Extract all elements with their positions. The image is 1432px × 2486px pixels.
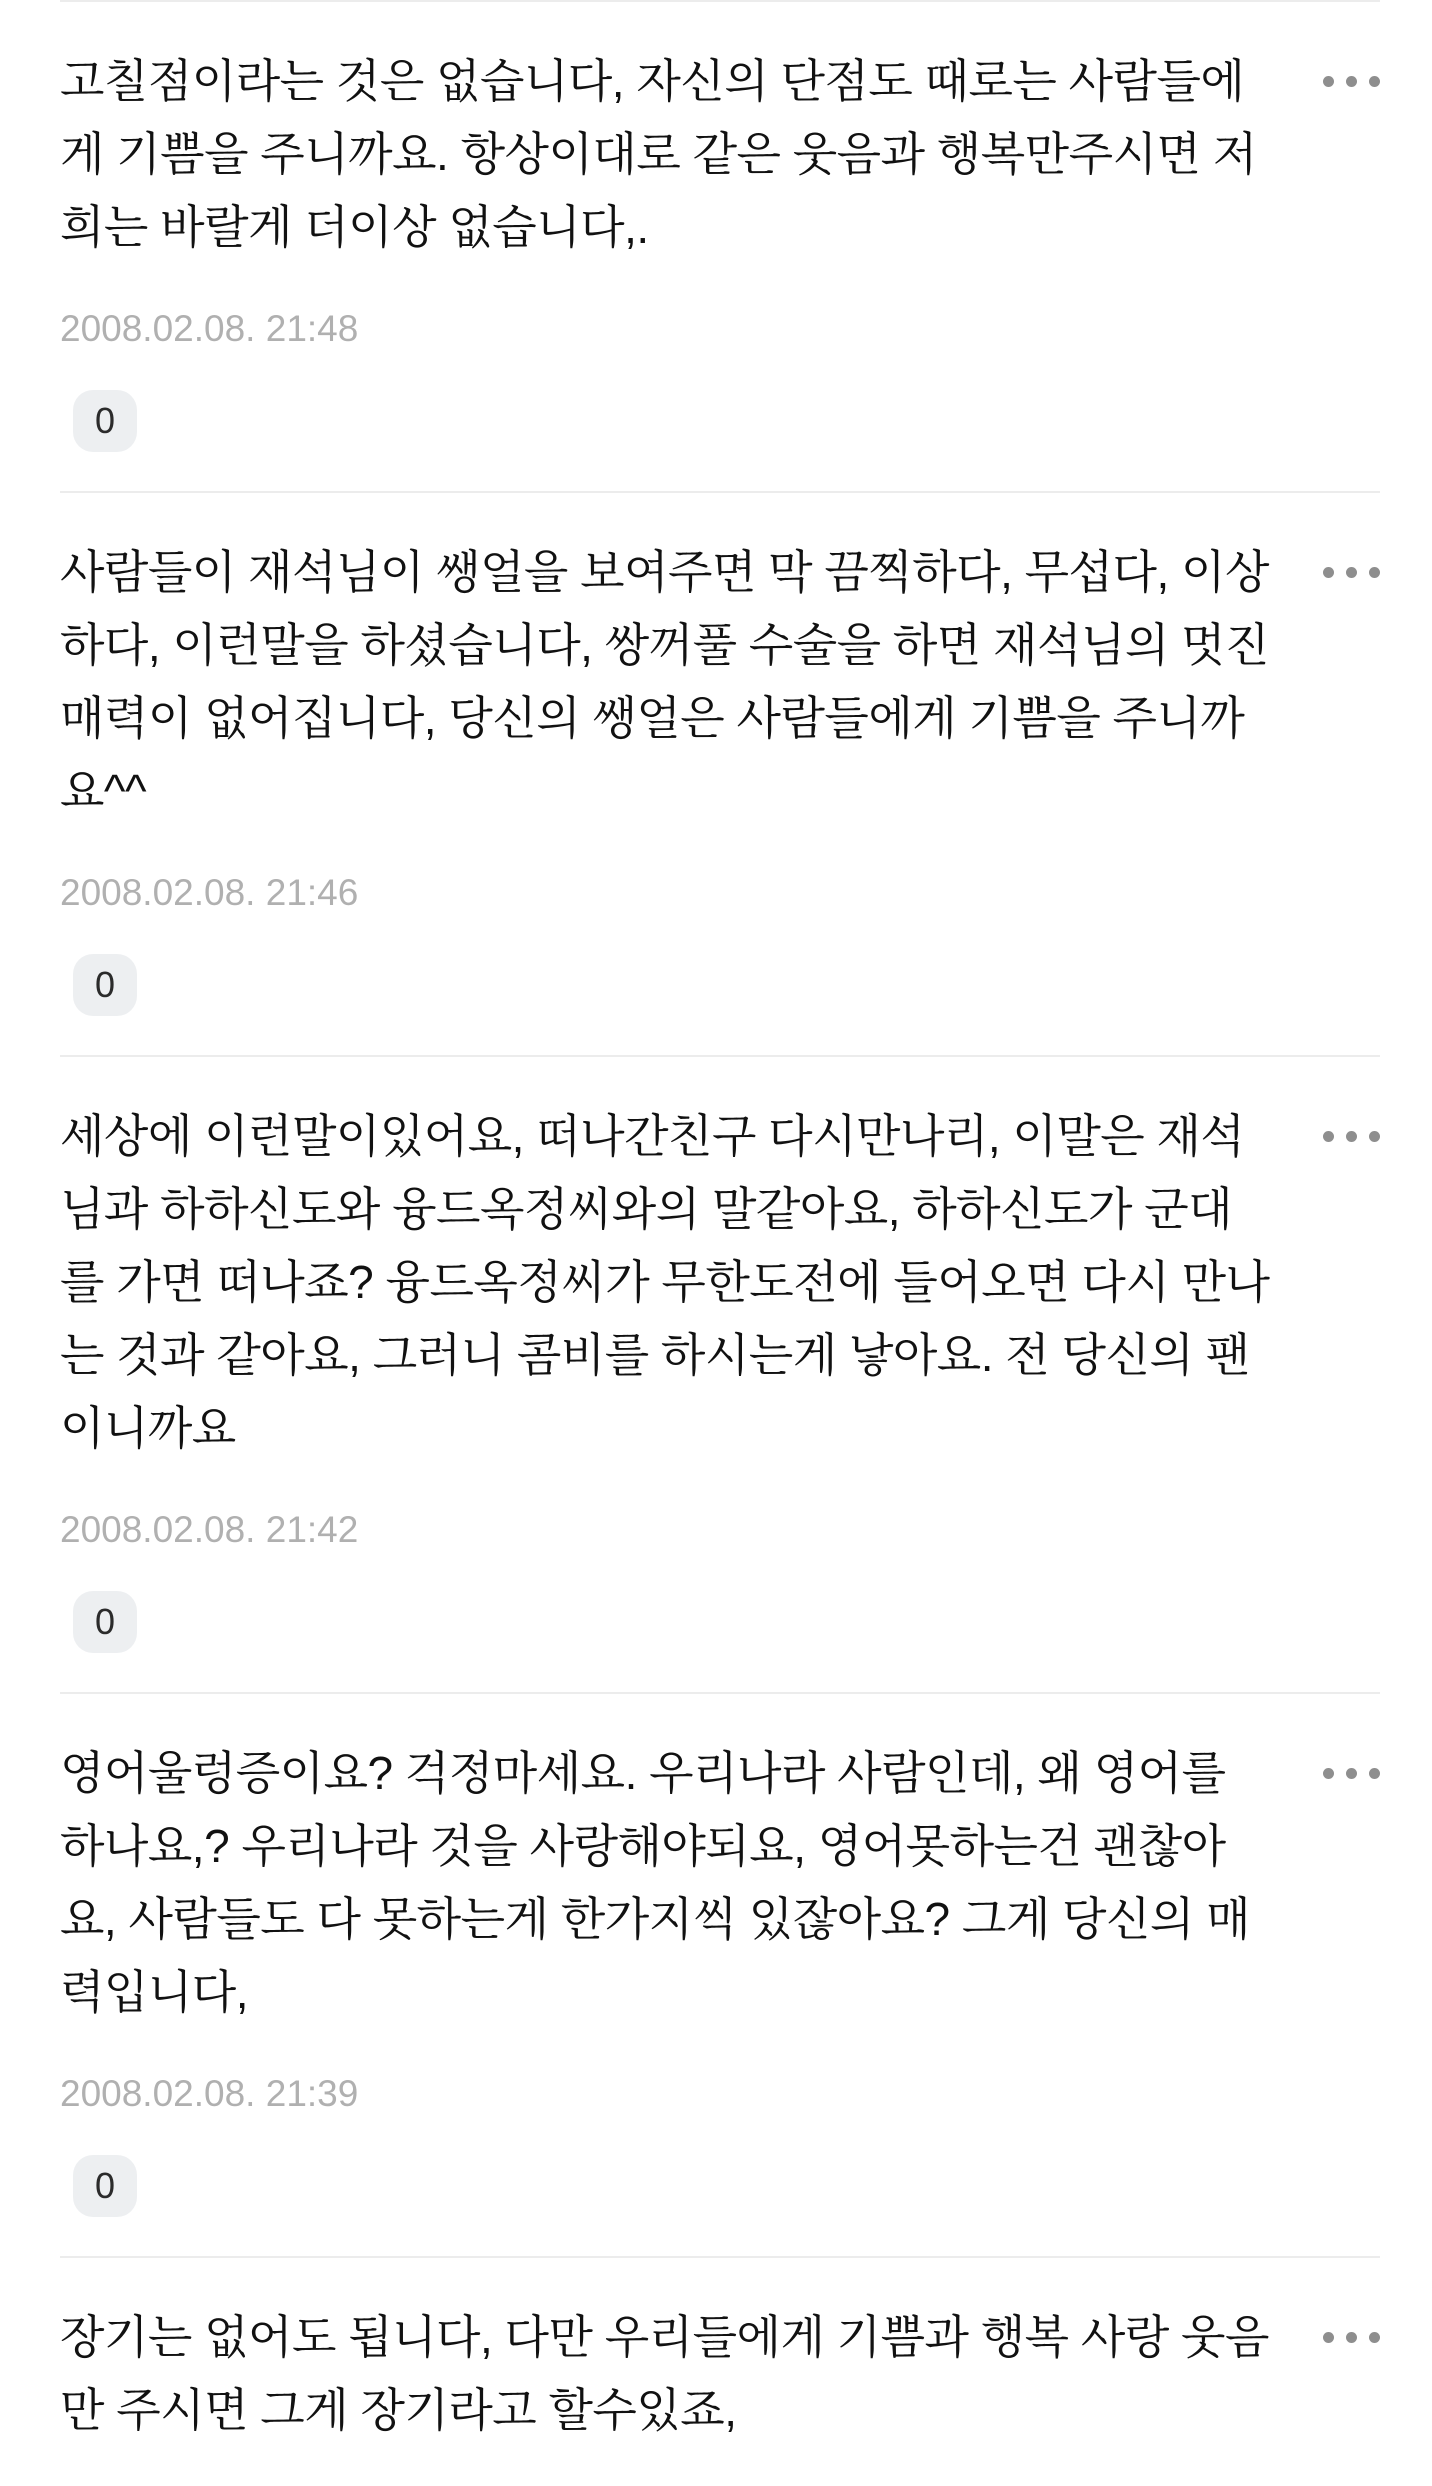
- more-menu-button[interactable]: [1323, 536, 1380, 609]
- comment-head: [60, 1737, 1380, 2029]
- comment-count-badge[interactable]: 0: [73, 390, 137, 452]
- ellipsis-icon: [1323, 76, 1380, 87]
- comment-item: [60, 491, 1380, 1055]
- comment-timestamp: 2008.02.08. 21:39: [60, 2073, 359, 2114]
- more-menu-button[interactable]: [1323, 45, 1380, 118]
- more-menu-button[interactable]: [1323, 1737, 1380, 1810]
- comment-count-badge[interactable]: 0: [73, 2155, 137, 2217]
- comment-timestamp: 2008.02.08. 21:46: [60, 872, 359, 913]
- comment-count-badge[interactable]: 0: [73, 954, 137, 1016]
- ellipsis-icon: [1323, 1131, 1380, 1142]
- comment-text: 세상에 이런말이있어요, 떠나간친구 다시만나리, 이말은 재석님과 하하신도와 융드옥정씨와의 말같아요, 하하신도가 군대를 가면 떠나죠? 융드옥정씨가 무한도전에 들어오면 다시 만나는 것과 같아요, 그러니 콤비를 하시는게 낳아요. 전 당신의 팬이니까요: [60, 1110, 1270, 1454]
- comment-text: 사람들이 재석님이 쌩얼을 보여주면 막 끔찍하다, 무섭다, 이상하다, 이런말을 하셨습니다, 쌍꺼풀 수술을 하면 재석님의 멋진 매력이 없어집니다, 당신의 쌩얼은 사람들에게 기쁨을 주니까요^^: [60, 546, 1269, 817]
- comment-timestamp: 2008.02.08. 21:48: [60, 308, 359, 349]
- comment-text: 장기는 없어도 됩니다, 다만 우리들에게 기쁨과 행복 사랑 웃음만 주시면 그게 장기라고 할수있죠,: [60, 2311, 1269, 2436]
- more-menu-button[interactable]: [1323, 1100, 1380, 1173]
- comment-head: [60, 536, 1380, 828]
- comment-item: [60, 1692, 1380, 2256]
- comment-text: 고칠점이라는 것은 없습니다, 자신의 단점도 때로는 사람들에게 기쁨을 주니까요. 항상이대로 같은 웃음과 행복만주시면 저희는 바랄게 더이상 없습니다,.: [60, 55, 1257, 253]
- ellipsis-icon: [1323, 1768, 1380, 1779]
- comment-item: [60, 2256, 1380, 2486]
- comment-head: [60, 45, 1380, 264]
- comment-head: [60, 2301, 1380, 2447]
- comment-text: 영어울렁증이요? 걱정마세요. 우리나라 사람인데, 왜 영어를 하나요,? 우리나라 것을 사랑해야되요, 영어못하는건 괜찮아요, 사람들도 다 못하는게 한가지씩 있잖아요? 그게 당신의 매력입니다,: [60, 1747, 1251, 2018]
- comment-count-badge[interactable]: 0: [73, 1591, 137, 1653]
- more-menu-button[interactable]: [1323, 2301, 1380, 2374]
- comment-head: [60, 1100, 1380, 1465]
- ellipsis-icon: [1323, 2332, 1380, 2343]
- ellipsis-icon: [1323, 567, 1380, 578]
- comment-item: [60, 0, 1380, 491]
- comment-item: [60, 1055, 1380, 1692]
- comment-timestamp: 2008.02.08. 21:42: [60, 1509, 359, 1550]
